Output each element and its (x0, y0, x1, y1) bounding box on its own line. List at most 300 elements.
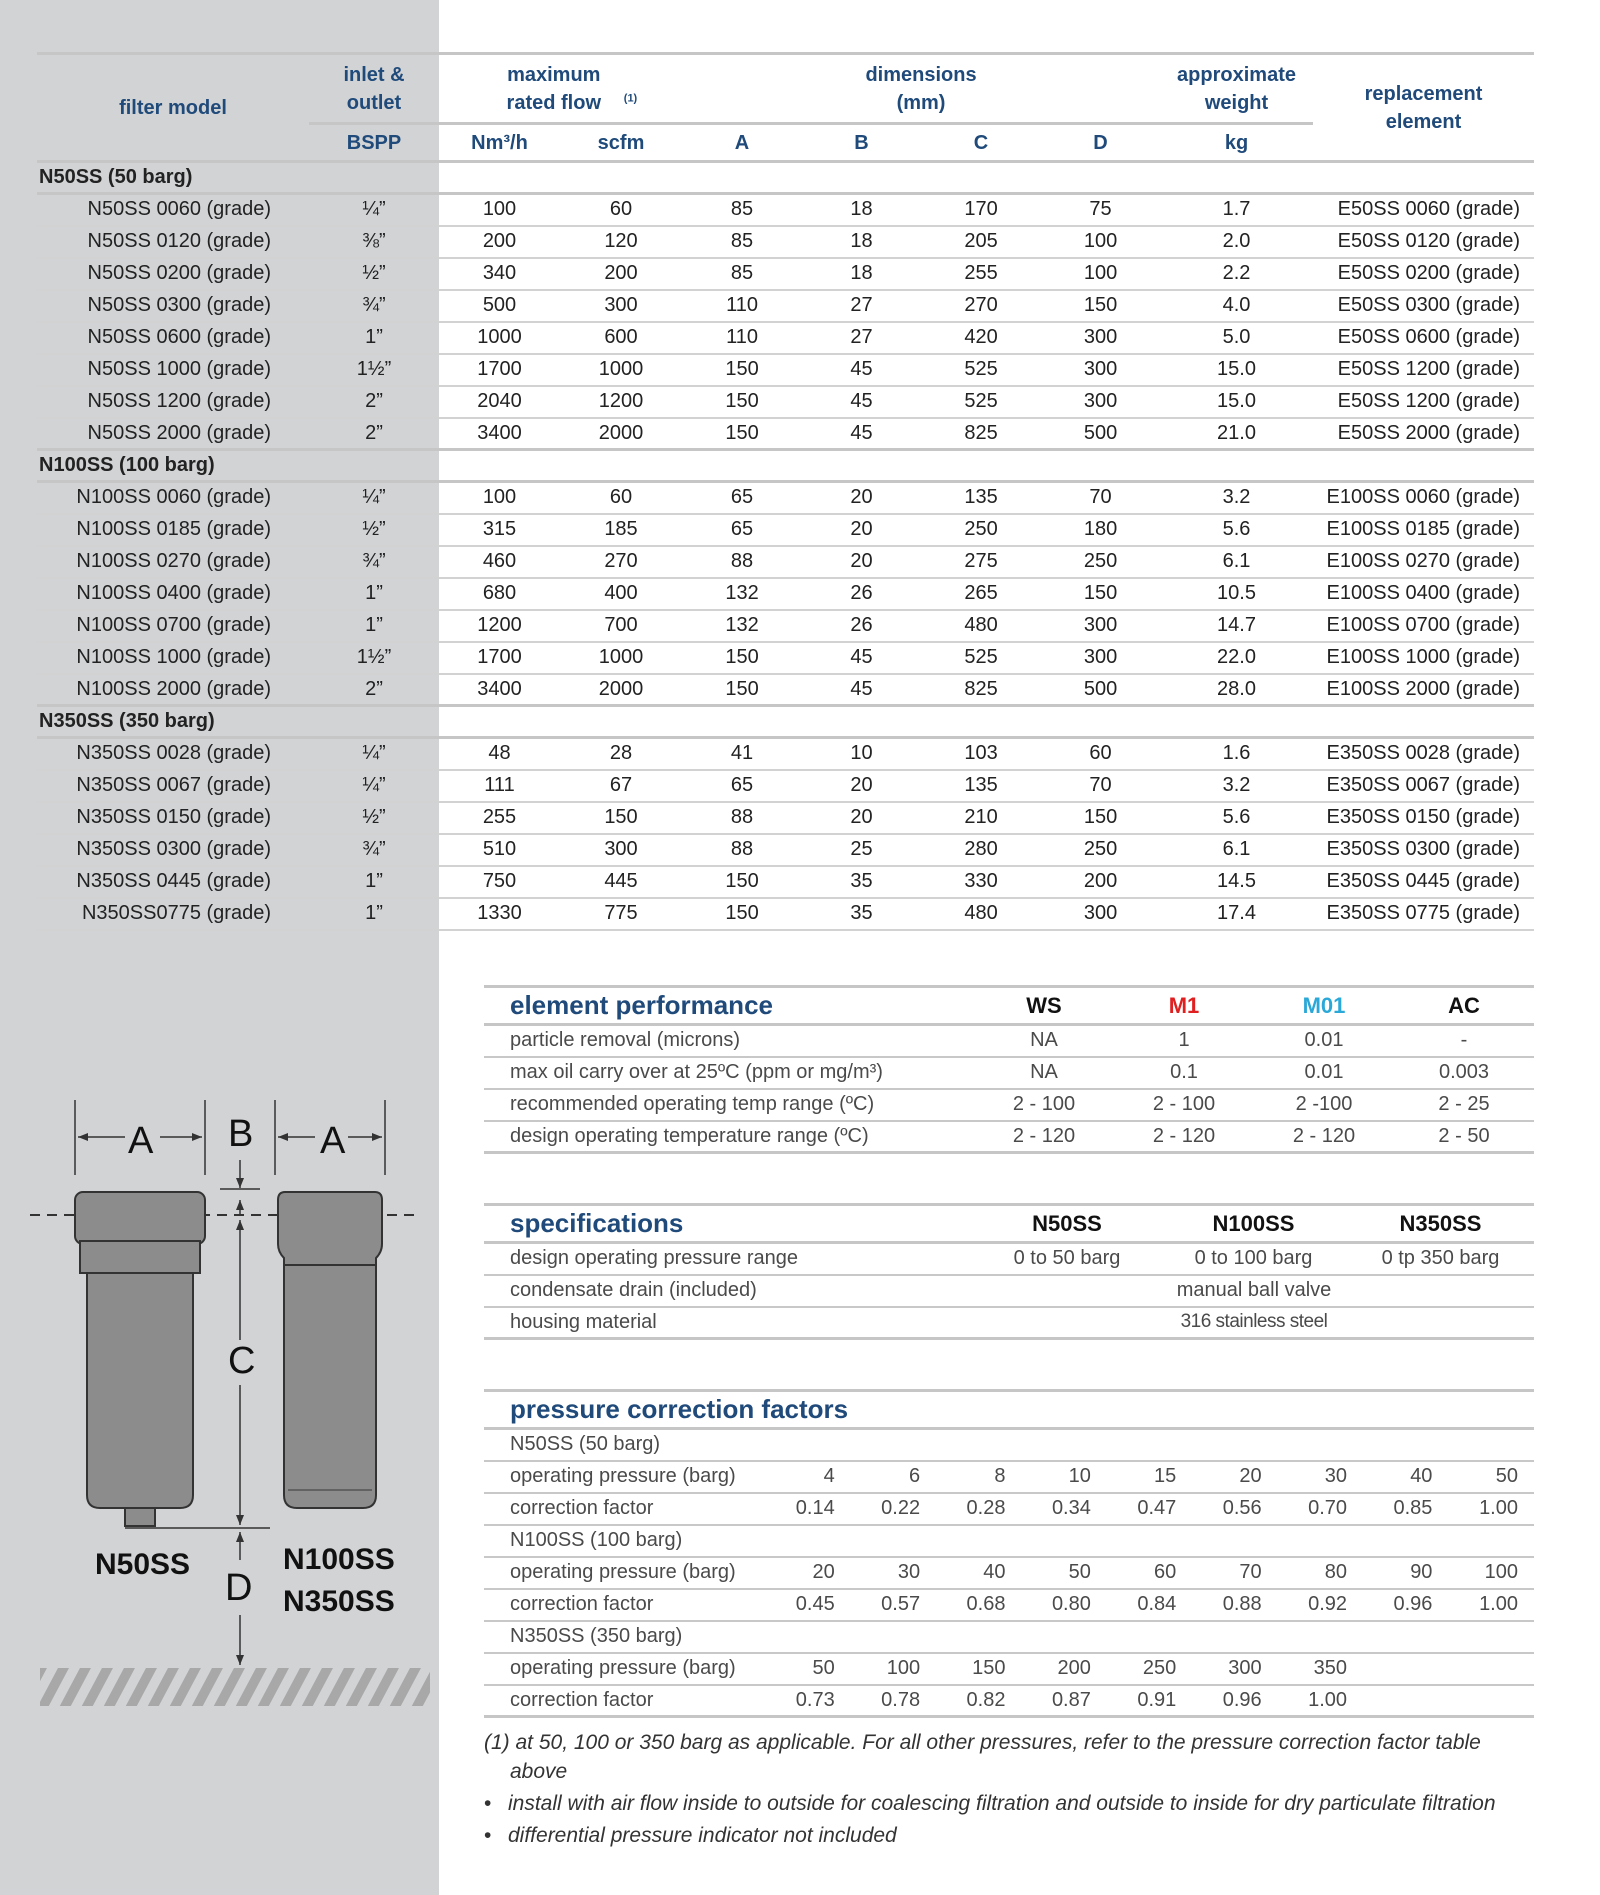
cell-replacement-element: E100SS 2000 (grade) (1313, 674, 1534, 706)
footnote-marker: (1) (623, 91, 638, 104)
cell-dim-d: 300 (1041, 386, 1160, 418)
table-row (37, 642, 1534, 674)
pcf-row-label: correction factor (484, 1589, 765, 1621)
pcf-value: 0.87 (1021, 1685, 1106, 1717)
performance-row (484, 1089, 1534, 1121)
performance-value: 2 -100 (1254, 1089, 1394, 1121)
cell-dim-c: 525 (921, 354, 1041, 386)
pcf-value: 0.96 (1192, 1685, 1277, 1717)
performance-value: 0.003 (1394, 1057, 1534, 1089)
cell-replacement-element: E100SS 0270 (grade) (1313, 546, 1534, 578)
cell-weight: 6.1 (1160, 546, 1313, 578)
pcf-value: 0.14 (765, 1493, 850, 1525)
pcf-value: 90 (1363, 1557, 1448, 1589)
cell-weight: 14.5 (1160, 866, 1313, 898)
cell-dim-d: 300 (1041, 354, 1160, 386)
spec-pressure-n100: 0 to 100 barg (1160, 1243, 1347, 1275)
table-row (37, 738, 1534, 770)
cell-dim-a: 85 (682, 194, 802, 226)
cell-dim-b: 25 (802, 834, 921, 866)
pcf-value: 1.00 (1278, 1685, 1363, 1717)
pcf-value: 60 (1107, 1557, 1192, 1589)
cell-replacement-element: E100SS 0400 (grade) (1313, 578, 1534, 610)
cell-flow-scfm: 775 (560, 898, 682, 930)
cell-model: N350SS 0445 (grade) (37, 866, 309, 898)
pcf-value: 150 (936, 1653, 1021, 1685)
cell-dim-b: 45 (802, 354, 921, 386)
cell-flow-scfm: 1000 (560, 642, 682, 674)
cell-dim-b: 20 (802, 802, 921, 834)
cell-inlet: ½” (309, 802, 439, 834)
performance-value: 2 - 25 (1394, 1089, 1534, 1121)
cell-dim-a: 65 (682, 770, 802, 802)
note-bullet: • install with air flow inside to outside for coalescing filtration and outside to inside for dry particulate filtration (484, 1789, 1584, 1818)
cell-replacement-element: E50SS 0120 (grade) (1313, 226, 1534, 258)
cell-flow-scfm: 150 (560, 802, 682, 834)
group-name: N350SS (350 barg) (37, 706, 1534, 738)
header-dim-b: B (802, 124, 921, 162)
pcf-group-row (484, 1429, 1534, 1461)
group-name: N50SS (50 barg) (37, 162, 1534, 194)
cell-model: N350SS0775 (grade) (37, 898, 309, 930)
pcf-value: 20 (1192, 1461, 1277, 1493)
pcf-value: 15 (1107, 1461, 1192, 1493)
cell-weight: 6.1 (1160, 834, 1313, 866)
cell-dim-d: 100 (1041, 226, 1160, 258)
pcf-value: 1.00 (1448, 1589, 1534, 1621)
pcf-factor-row (484, 1589, 1534, 1621)
cell-inlet: ½” (309, 258, 439, 290)
cell-dim-a: 85 (682, 226, 802, 258)
pcf-value: 0.82 (936, 1685, 1021, 1717)
cell-flow-scfm: 28 (560, 738, 682, 770)
cell-replacement-element: E50SS 1200 (grade) (1313, 354, 1534, 386)
cell-dim-c: 525 (921, 642, 1041, 674)
cell-inlet: 1” (309, 898, 439, 930)
pcf-value: 0.45 (765, 1589, 850, 1621)
pcf-value: 100 (1448, 1557, 1534, 1589)
cell-flow-nm3h: 500 (439, 290, 560, 322)
cell-model: N100SS 0700 (grade) (37, 610, 309, 642)
cell-dim-b: 35 (802, 866, 921, 898)
cell-weight: 21.0 (1160, 418, 1313, 450)
table-row (37, 386, 1534, 418)
pcf-value: 80 (1278, 1557, 1363, 1589)
performance-value: 2 - 100 (974, 1089, 1114, 1121)
pcf-group-row (484, 1621, 1534, 1653)
cell-weight: 15.0 (1160, 386, 1313, 418)
header-inlet-outlet: inlet & outlet (309, 54, 439, 124)
cell-flow-scfm: 185 (560, 514, 682, 546)
cell-dim-a: 41 (682, 738, 802, 770)
cell-inlet: 1” (309, 578, 439, 610)
cell-replacement-element: E50SS 0600 (grade) (1313, 322, 1534, 354)
element-performance-table (484, 985, 1534, 1154)
cell-flow-nm3h: 460 (439, 546, 560, 578)
performance-label: particle removal (microns) (484, 1025, 974, 1057)
cell-dim-c: 210 (921, 802, 1041, 834)
table-row (37, 898, 1534, 930)
pcf-row-label: operating pressure (barg) (484, 1461, 765, 1493)
spec-drain-label: condensate drain (included) (484, 1275, 974, 1307)
cell-flow-scfm: 300 (560, 834, 682, 866)
header-bspp: BSPP (309, 124, 439, 162)
performance-value: NA (974, 1057, 1114, 1089)
cell-inlet: ¼” (309, 738, 439, 770)
cell-flow-scfm: 200 (560, 258, 682, 290)
cell-dim-c: 135 (921, 770, 1041, 802)
header-filter-model: filter model (37, 54, 309, 162)
cell-flow-nm3h: 1700 (439, 354, 560, 386)
spec-material-value: 316 stainless steel (974, 1307, 1534, 1339)
pcf-value: 250 (1107, 1653, 1192, 1685)
cell-dim-a: 150 (682, 354, 802, 386)
table-row (37, 546, 1534, 578)
filter-dimension-diagram (30, 1100, 430, 1720)
pcf-value: 70 (1192, 1557, 1277, 1589)
cell-dim-a: 150 (682, 386, 802, 418)
pcf-group-name: N350SS (350 barg) (484, 1621, 1534, 1653)
pcf-value: 30 (1278, 1461, 1363, 1493)
cell-dim-c: 480 (921, 610, 1041, 642)
pcf-value: 0.96 (1363, 1589, 1448, 1621)
cell-dim-b: 20 (802, 514, 921, 546)
cell-inlet: ¾” (309, 546, 439, 578)
cell-weight: 28.0 (1160, 674, 1313, 706)
cell-inlet: ½” (309, 514, 439, 546)
pcf-value: 0.56 (1192, 1493, 1277, 1525)
footnote-1-continued: above (510, 1760, 568, 1783)
element-performance-body (484, 1025, 1534, 1153)
performance-value: 1 (1114, 1025, 1254, 1057)
table-row (37, 770, 1534, 802)
pcf-value: 0.85 (1363, 1493, 1448, 1525)
performance-value: 2 - 120 (974, 1121, 1114, 1153)
table-row (37, 226, 1534, 258)
pcf-row-label: operating pressure (barg) (484, 1653, 765, 1685)
cell-flow-nm3h: 48 (439, 738, 560, 770)
cell-model: N50SS 0300 (grade) (37, 290, 309, 322)
cell-flow-nm3h: 510 (439, 834, 560, 866)
cell-dim-d: 60 (1041, 738, 1160, 770)
pcf-value: 0.34 (1021, 1493, 1106, 1525)
pcf-value: 0.73 (765, 1685, 850, 1717)
pcf-value: 350 (1278, 1653, 1363, 1685)
specifications-title: specifications (484, 1205, 974, 1243)
cell-inlet: 1” (309, 866, 439, 898)
element-performance-title: element performance (484, 987, 974, 1025)
cell-flow-scfm: 270 (560, 546, 682, 578)
cell-flow-nm3h: 315 (439, 514, 560, 546)
cell-model: N100SS 0400 (grade) (37, 578, 309, 610)
pcf-value (1448, 1653, 1534, 1685)
pcf-group-row (484, 1525, 1534, 1557)
cell-flow-scfm: 300 (560, 290, 682, 322)
cell-flow-scfm: 600 (560, 322, 682, 354)
cell-model: N350SS 0067 (grade) (37, 770, 309, 802)
col-ws: WS (974, 987, 1114, 1025)
cell-weight: 14.7 (1160, 610, 1313, 642)
cell-weight: 10.5 (1160, 578, 1313, 610)
cell-dim-a: 150 (682, 642, 802, 674)
pcf-value: 20 (765, 1557, 850, 1589)
spec-pressure-n50: 0 to 50 barg (974, 1243, 1160, 1275)
performance-label: recommended operating temp range (ºC) (484, 1089, 974, 1121)
cell-dim-d: 250 (1041, 834, 1160, 866)
cell-flow-nm3h: 750 (439, 866, 560, 898)
header-max-flow: maximum rated flow $^{(1)}$ (439, 54, 682, 124)
pcf-value (1363, 1685, 1448, 1717)
cell-replacement-element: E350SS 0775 (grade) (1313, 898, 1534, 930)
cell-inlet: ⅜” (309, 226, 439, 258)
pcf-value: 0.28 (936, 1493, 1021, 1525)
pcf-value: 0.22 (851, 1493, 936, 1525)
pcf-row-label: operating pressure (barg) (484, 1557, 765, 1589)
note-bullet-text: differential pressure indicator not included (508, 1824, 897, 1847)
header-scfm: scfm (560, 124, 682, 162)
pressure-correction-title: pressure correction factors (484, 1391, 1534, 1429)
note-bullet: • differential pressure indicator not included (484, 1821, 1584, 1850)
cell-inlet: ¼” (309, 770, 439, 802)
col-m1: M1 (1114, 987, 1254, 1025)
cell-inlet: ¾” (309, 834, 439, 866)
header-replacement: replacement element (1313, 54, 1534, 162)
cell-dim-d: 250 (1041, 546, 1160, 578)
cell-dim-c: 825 (921, 674, 1041, 706)
cell-model: N100SS 0060 (grade) (37, 482, 309, 514)
performance-row (484, 1057, 1534, 1089)
pcf-pressure-row (484, 1557, 1534, 1589)
cell-dim-b: 26 (802, 610, 921, 642)
performance-value: 2 - 120 (1254, 1121, 1394, 1153)
pcf-value: 200 (1021, 1653, 1106, 1685)
cell-dim-b: 20 (802, 482, 921, 514)
cell-dim-b: 27 (802, 290, 921, 322)
pcf-value: 1.00 (1448, 1493, 1534, 1525)
pcf-value: 4 (765, 1461, 850, 1493)
cell-dim-b: 45 (802, 386, 921, 418)
model-label-n100ss: N100SS (283, 1543, 395, 1576)
cell-weight: 1.7 (1160, 194, 1313, 226)
performance-value: 0.1 (1114, 1057, 1254, 1089)
cell-weight: 5.6 (1160, 802, 1313, 834)
cell-model: N50SS 0120 (grade) (37, 226, 309, 258)
table-row (37, 610, 1534, 642)
cell-inlet: ¾” (309, 290, 439, 322)
performance-value: 0.01 (1254, 1025, 1394, 1057)
cell-flow-scfm: 67 (560, 770, 682, 802)
cell-flow-nm3h: 680 (439, 578, 560, 610)
cell-flow-nm3h: 100 (439, 482, 560, 514)
cell-dim-d: 180 (1041, 514, 1160, 546)
cell-flow-scfm: 445 (560, 866, 682, 898)
group-name: N100SS (100 barg) (37, 450, 1534, 482)
cell-dim-a: 85 (682, 258, 802, 290)
cell-weight: 3.2 (1160, 482, 1313, 514)
table-row (37, 322, 1534, 354)
cell-model: N100SS 0270 (grade) (37, 546, 309, 578)
cell-replacement-element: E100SS 0185 (grade) (1313, 514, 1534, 546)
model-label-n350ss: N350SS (283, 1585, 395, 1618)
pcf-factor-row (484, 1493, 1534, 1525)
performance-value: NA (974, 1025, 1114, 1057)
cell-dim-d: 100 (1041, 258, 1160, 290)
cell-weight: 22.0 (1160, 642, 1313, 674)
cell-dim-d: 300 (1041, 898, 1160, 930)
cell-replacement-element: E100SS 0060 (grade) (1313, 482, 1534, 514)
spec-col-n100ss: N100SS (1160, 1205, 1347, 1243)
pcf-value: 10 (1021, 1461, 1106, 1493)
cell-dim-d: 300 (1041, 642, 1160, 674)
pcf-group-name: N100SS (100 barg) (484, 1525, 1534, 1557)
cell-flow-scfm: 400 (560, 578, 682, 610)
table-row (37, 290, 1534, 322)
model-label-n50ss: N50SS (95, 1548, 191, 1581)
pcf-value: 30 (851, 1557, 936, 1589)
pressure-correction-table (484, 1389, 1534, 1718)
cell-dim-c: 265 (921, 578, 1041, 610)
cell-dim-b: 20 (802, 770, 921, 802)
cell-dim-c: 280 (921, 834, 1041, 866)
cell-dim-d: 500 (1041, 674, 1160, 706)
cell-replacement-element: E50SS 1200 (grade) (1313, 386, 1534, 418)
performance-value: 0.01 (1254, 1057, 1394, 1089)
header-dimensions: dimensions (mm) (682, 54, 1160, 124)
pressure-correction-body (484, 1429, 1534, 1717)
group-header-row (37, 706, 1534, 738)
cell-weight: 5.6 (1160, 514, 1313, 546)
cell-flow-nm3h: 1000 (439, 322, 560, 354)
pcf-value: 50 (1448, 1461, 1534, 1493)
pcf-value: 0.88 (1192, 1589, 1277, 1621)
cell-dim-c: 205 (921, 226, 1041, 258)
cell-weight: 4.0 (1160, 290, 1313, 322)
cell-inlet: 1½” (309, 642, 439, 674)
group-header-row (37, 162, 1534, 194)
cell-inlet: 1½” (309, 354, 439, 386)
cell-weight: 5.0 (1160, 322, 1313, 354)
cell-inlet: ¼” (309, 194, 439, 226)
cell-dim-d: 150 (1041, 290, 1160, 322)
cell-dim-b: 10 (802, 738, 921, 770)
cell-flow-nm3h: 100 (439, 194, 560, 226)
pcf-value (1448, 1685, 1534, 1717)
pcf-value: 0.57 (851, 1589, 936, 1621)
pcf-value: 0.70 (1278, 1493, 1363, 1525)
cell-dim-b: 45 (802, 418, 921, 450)
note-bullet-text: install with air flow inside to outside for coalescing filtration and outside to inside for dry particulate filtration (508, 1792, 1496, 1815)
performance-row (484, 1025, 1534, 1057)
footnotes (484, 1728, 1584, 1850)
footnote-1: (1) at 50, 100 or 350 barg as applicable. For all other pressures, refer to the pressure correction factor table (484, 1731, 1481, 1754)
pcf-value (1363, 1653, 1448, 1685)
cell-dim-c: 480 (921, 898, 1041, 930)
pcf-row-label: correction factor (484, 1685, 765, 1717)
cell-dim-b: 26 (802, 578, 921, 610)
cell-dim-c: 420 (921, 322, 1041, 354)
cell-dim-b: 20 (802, 546, 921, 578)
cell-flow-nm3h: 255 (439, 802, 560, 834)
cell-inlet: 2” (309, 674, 439, 706)
cell-dim-c: 525 (921, 386, 1041, 418)
pcf-factor-row (484, 1685, 1534, 1717)
col-m01: M01 (1254, 987, 1394, 1025)
pcf-value: 6 (851, 1461, 936, 1493)
cell-model: N50SS 1200 (grade) (37, 386, 309, 418)
cell-model: N350SS 0028 (grade) (37, 738, 309, 770)
performance-value: 2 - 120 (1114, 1121, 1254, 1153)
pcf-value: 0.68 (936, 1589, 1021, 1621)
performance-value: 2 - 100 (1114, 1089, 1254, 1121)
cell-dim-a: 88 (682, 802, 802, 834)
pcf-row-label: correction factor (484, 1493, 765, 1525)
pcf-value: 0.47 (1107, 1493, 1192, 1525)
cell-model: N50SS 0060 (grade) (37, 194, 309, 226)
table-row (37, 354, 1534, 386)
spec-pressure-n350: 0 tp 350 barg (1347, 1243, 1534, 1275)
spec-col-n350ss: N350SS (1347, 1205, 1534, 1243)
performance-value: - (1394, 1025, 1534, 1057)
cell-dim-a: 150 (682, 898, 802, 930)
table-row (37, 194, 1534, 226)
table-row (37, 578, 1534, 610)
pcf-pressure-row (484, 1653, 1534, 1685)
filter-housing-drawing (30, 1100, 430, 1720)
pcf-value: 8 (936, 1461, 1021, 1493)
spec-col-n50ss: N50SS (974, 1205, 1160, 1243)
pcf-value: 40 (936, 1557, 1021, 1589)
pcf-value: 0.84 (1107, 1589, 1192, 1621)
cell-flow-nm3h: 1700 (439, 642, 560, 674)
cell-replacement-element: E350SS 0445 (grade) (1313, 866, 1534, 898)
cell-dim-a: 110 (682, 322, 802, 354)
dim-label-a-left: A (128, 1120, 154, 1162)
cell-dim-d: 300 (1041, 610, 1160, 642)
cell-replacement-element: E100SS 1000 (grade) (1313, 642, 1534, 674)
cell-flow-nm3h: 111 (439, 770, 560, 802)
performance-label: design operating temperature range (ºC) (484, 1121, 974, 1153)
table-row (37, 258, 1534, 290)
cell-flow-nm3h: 340 (439, 258, 560, 290)
header-nm3h: Nm³/h (439, 124, 560, 162)
header-kg: kg (1160, 124, 1313, 162)
cell-dim-c: 275 (921, 546, 1041, 578)
cell-dim-a: 150 (682, 866, 802, 898)
header-dim-a: A (682, 124, 802, 162)
cell-dim-b: 27 (802, 322, 921, 354)
cell-dim-d: 200 (1041, 866, 1160, 898)
cell-dim-a: 88 (682, 834, 802, 866)
header-dim-d: D (1041, 124, 1160, 162)
spec-material-label: housing material (484, 1307, 974, 1339)
cell-flow-scfm: 60 (560, 194, 682, 226)
header-weight: approximate weight (1160, 54, 1313, 124)
cell-inlet: 1” (309, 610, 439, 642)
cell-dim-c: 825 (921, 418, 1041, 450)
pcf-value: 0.78 (851, 1685, 936, 1717)
filter-model-table (37, 52, 1534, 931)
cell-model: N50SS 0200 (grade) (37, 258, 309, 290)
table-row (37, 802, 1534, 834)
cell-model: N350SS 0300 (grade) (37, 834, 309, 866)
cell-dim-a: 65 (682, 482, 802, 514)
cell-dim-a: 110 (682, 290, 802, 322)
cell-model: N50SS 2000 (grade) (37, 418, 309, 450)
pcf-value: 40 (1363, 1461, 1448, 1493)
cell-flow-scfm: 60 (560, 482, 682, 514)
cell-dim-d: 70 (1041, 482, 1160, 514)
cell-model: N50SS 1000 (grade) (37, 354, 309, 386)
